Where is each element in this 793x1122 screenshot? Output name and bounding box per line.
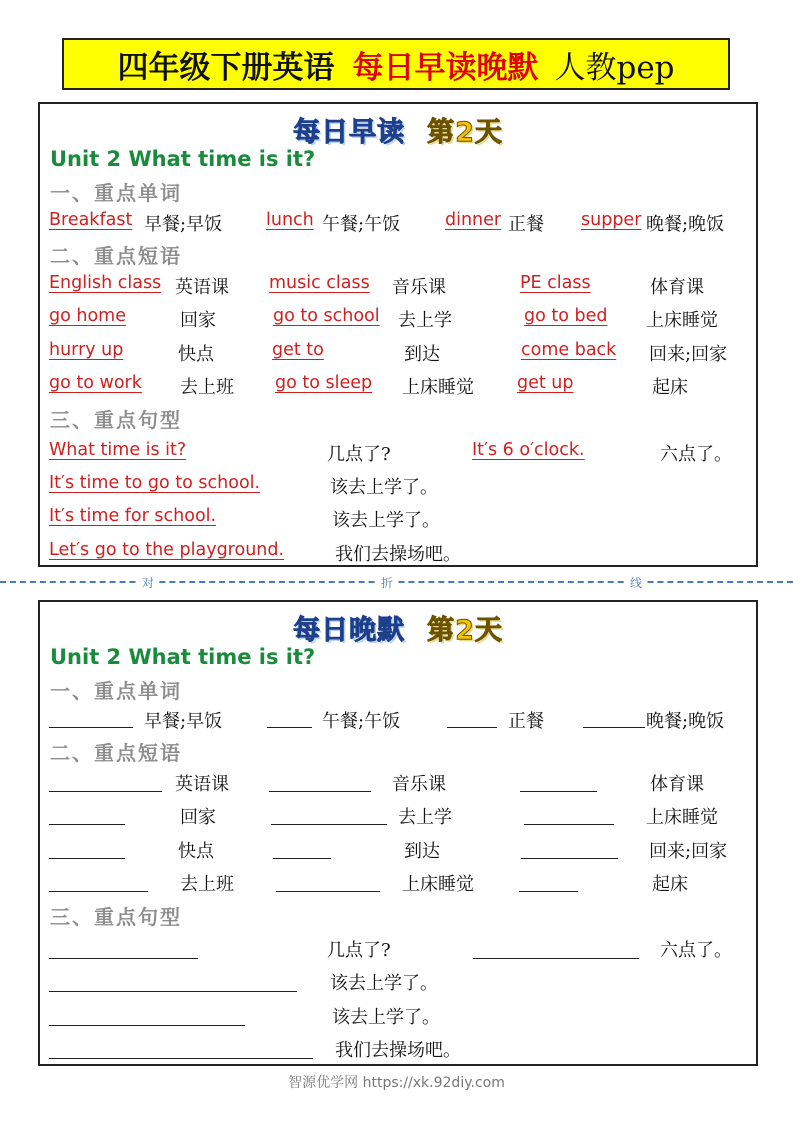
answer-blank[interactable]: [271, 824, 387, 825]
fold-label: 折: [378, 574, 396, 591]
phrase-en: PE class: [520, 273, 591, 293]
phrase-zh: 英语课: [175, 774, 229, 795]
phrase-en: go to school: [273, 306, 380, 326]
phrase-en: come back: [521, 340, 617, 360]
answer-blank[interactable]: [49, 891, 148, 892]
answer-blank[interactable]: [49, 958, 198, 959]
page-title-banner: [62, 38, 730, 90]
sentence-zh: 该去上学了。: [332, 510, 440, 531]
word-zh: 午餐;午饭: [322, 711, 401, 732]
answer-blank[interactable]: [273, 858, 331, 859]
answer-blank[interactable]: [524, 824, 614, 825]
answer-blank[interactable]: [583, 727, 645, 728]
phrase-zh: 去上学: [398, 807, 452, 828]
sentence-en: Let′s go to the playground.: [49, 540, 285, 560]
title-grade: 四年级下册英语: [117, 49, 335, 86]
phrase-zh: 快点: [178, 344, 214, 365]
answer-blank[interactable]: [49, 727, 133, 728]
answer-blank[interactable]: [276, 891, 380, 892]
morning-day: 第2天: [427, 117, 503, 148]
phrase-zh: 回家: [180, 807, 216, 828]
phrase-zh: 回家: [180, 310, 216, 331]
section-key-sentences: 三、重点句型: [50, 905, 182, 929]
fold-line: [0, 581, 793, 583]
phrase-zh: 起床: [652, 874, 688, 895]
sentence-en: It′s time for school.: [49, 506, 217, 526]
phrase-en: music class: [269, 273, 370, 293]
answer-blank[interactable]: [520, 791, 597, 792]
phrase-zh: 起床: [652, 377, 688, 398]
phrase-zh: 去上学: [398, 310, 452, 331]
fold-label: 线: [627, 574, 645, 591]
answer-blank[interactable]: [473, 958, 639, 959]
unit-title: Unit 2 What time is it?: [50, 147, 316, 171]
evening-day: 第2天: [427, 615, 503, 646]
phrase-en: get up: [517, 373, 574, 393]
answer-blank[interactable]: [49, 824, 125, 825]
sentence-zh: 六点了。: [660, 940, 732, 961]
phrase-zh: 到达: [404, 841, 440, 862]
phrase-zh: 上床睡觉: [402, 377, 474, 398]
sentence-en: What time is it?: [49, 440, 187, 460]
morning-reading-panel: [38, 102, 758, 567]
answer-blank[interactable]: [49, 991, 297, 992]
evening-heading: [40, 608, 756, 647]
footer-watermark: 智源优学网 https://xk.92diy.com: [288, 1075, 505, 1091]
phrase-zh: 到达: [404, 344, 440, 365]
answer-blank[interactable]: [49, 1058, 313, 1059]
phrase-en: hurry up: [49, 340, 124, 360]
phrase-zh: 体育课: [650, 774, 704, 795]
word-zh: 晚餐;晚饭: [646, 214, 725, 235]
phrase-zh: 英语课: [175, 277, 229, 298]
phrase-zh: 上床睡觉: [646, 310, 718, 331]
title-edition: 人教pep: [554, 49, 675, 86]
word-zh: 午餐;午饭: [322, 214, 401, 235]
sentence-zh: 该去上学了。: [330, 973, 438, 994]
word-en: Breakfast: [49, 210, 133, 230]
sentence-zh: 我们去操场吧。: [335, 1040, 461, 1061]
word-zh: 晚餐;晚饭: [646, 711, 725, 732]
phrase-zh: 体育课: [650, 277, 704, 298]
phrase-en: go home: [49, 306, 126, 326]
phrase-en: go to sleep: [275, 373, 373, 393]
answer-blank[interactable]: [49, 858, 125, 859]
phrase-zh: 回来;回家: [649, 344, 728, 365]
section-key-phrases: 二、重点短语: [50, 741, 182, 765]
phrase-en: English class: [49, 273, 162, 293]
sentence-en: It′s 6 o′clock.: [472, 440, 585, 460]
evening-heading-text: 每日晚默: [293, 615, 406, 646]
phrase-zh: 上床睡觉: [402, 874, 474, 895]
phrase-zh: 快点: [178, 841, 214, 862]
answer-blank[interactable]: [49, 1025, 245, 1026]
sentence-en: It′s time to go to school.: [49, 473, 261, 493]
morning-heading-text: 每日早读: [293, 117, 406, 148]
phrase-zh: 回来;回家: [649, 841, 728, 862]
section-key-words: 一、重点单词: [50, 679, 182, 703]
answer-blank[interactable]: [519, 891, 578, 892]
morning-heading: [40, 110, 756, 149]
word-en: lunch: [266, 210, 314, 230]
section-key-phrases: 二、重点短语: [50, 244, 182, 268]
word-zh: 正餐: [508, 214, 544, 235]
answer-blank[interactable]: [447, 727, 497, 728]
sentence-zh: 几点了?: [327, 940, 391, 961]
phrase-zh: 去上班: [180, 874, 234, 895]
answer-blank[interactable]: [269, 791, 371, 792]
phrase-zh: 音乐课: [392, 774, 446, 795]
phrase-zh: 去上班: [180, 377, 234, 398]
phrase-zh: 上床睡觉: [646, 807, 718, 828]
section-key-words: 一、重点单词: [50, 181, 182, 205]
fold-label: 对: [139, 574, 157, 591]
word-zh: 正餐: [508, 711, 544, 732]
sentence-zh: 我们去操场吧。: [335, 544, 461, 565]
phrase-en: go to bed: [524, 306, 608, 326]
word-en: supper: [581, 210, 642, 230]
phrase-en: go to work: [49, 373, 142, 393]
word-zh: 早餐;早饭: [144, 214, 223, 235]
evening-dictation-panel: [38, 600, 758, 1066]
sentence-zh: 该去上学了。: [332, 1007, 440, 1028]
answer-blank[interactable]: [267, 727, 312, 728]
unit-title: Unit 2 What time is it?: [50, 645, 316, 669]
answer-blank[interactable]: [521, 858, 618, 859]
title-activity: 每日早读晚默: [352, 49, 539, 86]
sentence-zh: 六点了。: [660, 444, 732, 465]
sentence-zh: 该去上学了。: [330, 477, 438, 498]
phrase-en: get to: [272, 340, 324, 360]
section-key-sentences: 三、重点句型: [50, 408, 182, 432]
answer-blank[interactable]: [49, 791, 162, 792]
phrase-zh: 音乐课: [392, 277, 446, 298]
sentence-zh: 几点了?: [327, 444, 391, 465]
word-en: dinner: [445, 210, 502, 230]
word-zh: 早餐;早饭: [144, 711, 223, 732]
